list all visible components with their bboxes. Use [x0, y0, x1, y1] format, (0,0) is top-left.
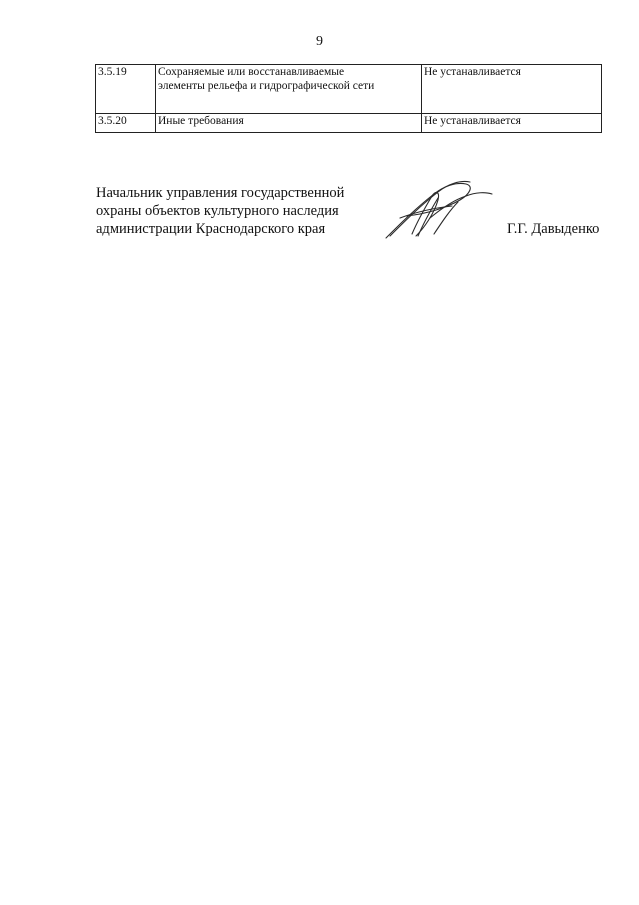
requirement-value: Не устанавливается — [422, 65, 602, 114]
signatory-title-line: Начальник управления государственной — [96, 185, 345, 201]
row-number: 3.5.20 — [96, 114, 156, 133]
signatory-title-line: администрации Краснодарского края — [96, 221, 326, 237]
signer-name: Г.Г. Давыденко — [507, 221, 600, 237]
requirement-name-line: Иные требования — [158, 115, 244, 127]
page-number: 9 — [316, 34, 323, 49]
table-row — [96, 114, 602, 133]
table-row — [96, 65, 602, 114]
requirement-value: Не устанавливается — [422, 114, 602, 133]
signatory-title — [96, 184, 376, 238]
requirements-table — [95, 64, 602, 133]
requirement-name-line: Сохраняемые или восстанавливаемые — [158, 66, 345, 78]
handwritten-signature-icon — [382, 178, 494, 244]
row-number: 3.5.19 — [96, 65, 156, 114]
requirement-name — [156, 114, 422, 133]
signatory-title-line: охраны объектов культурного наследия — [96, 203, 339, 219]
requirement-name-line: элементы рельефа и гидрографической сети — [158, 80, 375, 92]
requirement-name — [156, 65, 422, 114]
